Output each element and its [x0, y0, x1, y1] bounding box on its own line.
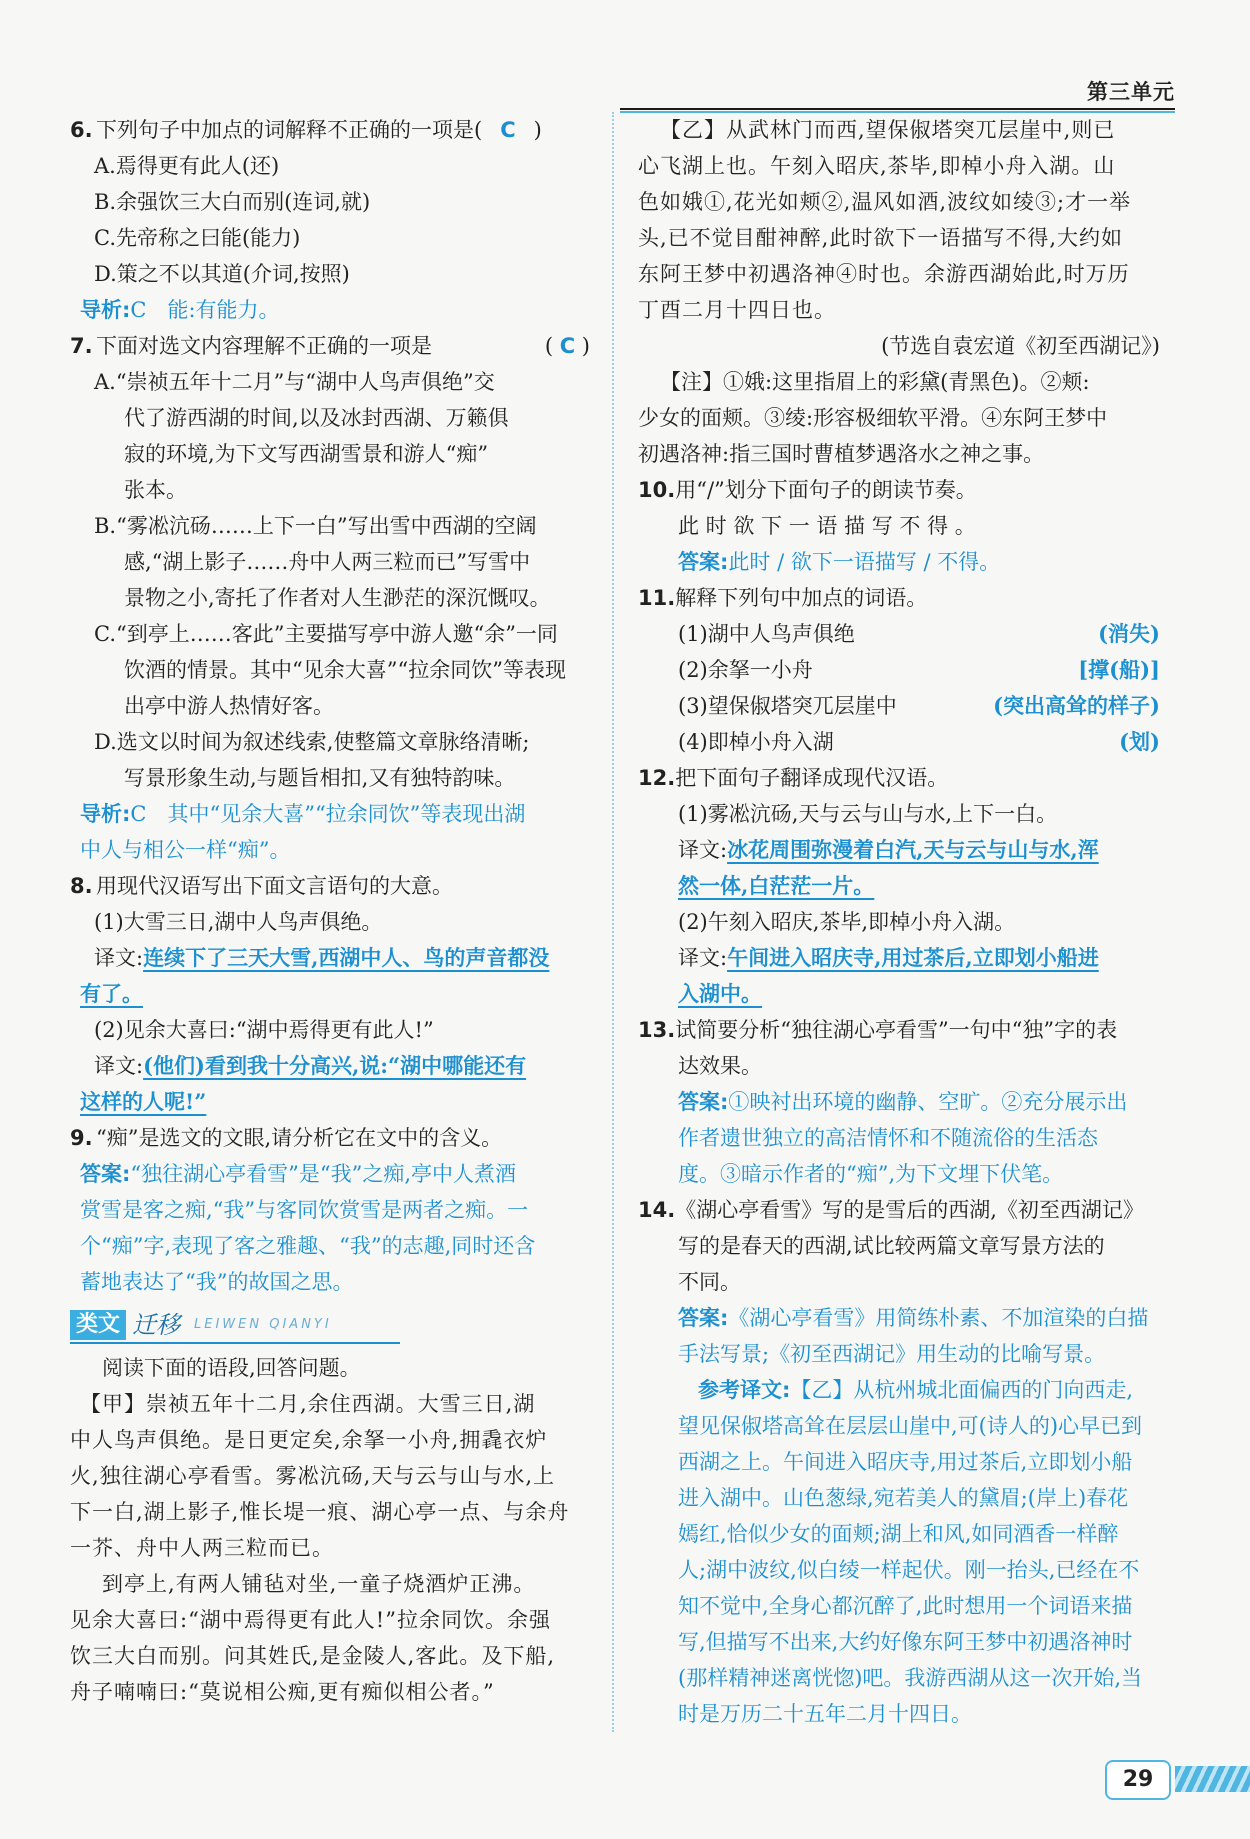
answer-text: ①映衬出环境的幽静、空旷。②充分展示出: [728, 1090, 1128, 1114]
q11-item-text: (1)湖中人鸟声俱绝: [678, 622, 855, 646]
question-13: [638, 1012, 1160, 1192]
passage-line: 头,已不觉目酣神醉,此时欲下一语描写不得,大约如: [638, 226, 1124, 250]
reference-translation: [638, 1372, 1160, 1732]
option-c: C.先帝称之曰能(能力): [94, 226, 301, 250]
answer-label: 答案:: [80, 1162, 131, 1186]
right-column: [638, 112, 1160, 1732]
sentence-2: (2)见余大喜曰:“湖中焉得更有此人!”: [94, 1018, 434, 1042]
note-line: 少女的面颊。③绫:形容极细软平滑。④东阿王梦中: [638, 406, 1108, 430]
question-8: [70, 868, 590, 1120]
reference-label: 参考译文:: [698, 1378, 791, 1402]
option-a-line: 代了游西湖的时间,以及冰封西湖、万籁俱: [124, 406, 509, 430]
answer-text: 赏雪是客之痴,“我”与客同饮赏雪是两者之痴。一: [80, 1198, 529, 1222]
option-c-line: 饮酒的情景。其中“见余大喜”“拉余同饮”等表现: [124, 658, 566, 682]
question-stem: 解释下列句中加点的词语。: [675, 586, 928, 610]
question-number: 12.: [638, 766, 676, 790]
sentence-1: (1)雾凇沆砀,天与云与山与水,上下一白。: [678, 802, 1058, 826]
note-line: 【注】①娥:这里指眉上的彩黛(青黑色)。②颊:: [660, 370, 1090, 394]
question-number: 6.: [70, 118, 93, 142]
answer-text: 此时 / 欲下一语描写 / 不得。: [728, 550, 1001, 574]
question-stem: 写的是春天的西湖,试比较两篇文章写景方法的: [678, 1234, 1105, 1258]
section-tag: 类文: [70, 1310, 126, 1340]
passage-line: 饮三大白而别。问其姓氏,是金陵人,客此。及下船,: [70, 1644, 556, 1668]
question-stem: 达效果。: [678, 1054, 762, 1078]
answer-choice: C: [500, 118, 516, 142]
question-12: [638, 760, 1160, 1012]
question-10: [638, 472, 1160, 580]
answer-text: 度。③暗示作者的“痴”,为下文埋下伏笔。: [678, 1162, 1064, 1186]
section-pinyin: LEIWEN QIANYI: [194, 1317, 332, 1332]
sentence-2: (2)午刻入昭庆,茶毕,即棹小舟入湖。: [678, 910, 1016, 934]
option-a-line: 张本。: [124, 478, 187, 502]
passage-yi: [638, 112, 1160, 328]
note-line: 初遇洛神:指三国时曹植梦遇洛水之神之事。: [638, 442, 1045, 466]
analysis-text: C 其中“见余大喜”“拉余同饮”等表现出湖: [130, 802, 526, 826]
answer-label: 答案:: [678, 1090, 729, 1114]
answer-text: 手法写景;《初至西湖记》用生动的比喻写景。: [678, 1342, 1106, 1366]
question-stem: 《湖心亭看雪》写的是雪后的西湖,《初至西湖记》: [675, 1198, 1144, 1222]
question-stem: 下面对选文内容理解不正确的一项是: [96, 334, 432, 358]
question-number: 11.: [638, 586, 676, 610]
q11-item-text: (3)望保俶塔突兀层崖中: [678, 694, 897, 718]
reference-line: 写,但描写不出来,大约好像东阿王梦中初遇洛神时: [678, 1630, 1133, 1654]
passage-line: 下一白,湖上影子,惟长堤一痕、湖心亭一点、与余舟: [70, 1500, 570, 1524]
answer-text: 作者遗世独立的高洁情怀和不随流俗的生活态: [678, 1126, 1098, 1150]
answer-text: 个“痴”字,表现了客之雅趣、“我”的志趣,同时还含: [80, 1234, 536, 1258]
question-stem: 下列句子中加点的词解释不正确的一项是(: [96, 118, 483, 142]
reference-line: 嫣红,恰似少女的面颊;湖上和风,如同酒香一样醉: [678, 1522, 1119, 1546]
reference-line: 进入湖中。山色葱绿,宛若美人的黛眉;(岸上)春花: [678, 1486, 1129, 1510]
reference-line: 时是万历二十五年二月十四日。: [678, 1702, 972, 1726]
reference-line: 【乙】从杭州城北面偏西的门向西走,: [790, 1378, 1134, 1402]
passage-line: 中人鸟声俱绝。是日更定矣,余拏一小舟,拥毳衣炉: [70, 1428, 548, 1452]
passage-line: 丁酉二月十四日也。: [638, 298, 836, 322]
q11-item: [638, 652, 1160, 688]
question-7: 7. 下面对选文内容理解不正确的一项是 ( C ) A.“崇祯五年十二月”与“湖中人鸟声俱绝”交 代了游西湖的时间,以及冰封西湖、万籁俱 寂的环境,为下文写西湖雪景和游人“痴” 张本。 B.“雾凇沆砀……上下一白”写出雪中西湖的空阔 感,“湖上影子……舟中人两三粒而已”写雪中 景物之小,寄托了作者对人生渺茫的深沉慨叹。 C.“到亭上……客此”主要描写亭中游人邀“余”一同 饮酒的情景。其中“见余大喜”“拉余同饮”等表现 出亭中游人热情好客。 D.选文以时间为叙述线索,使整篇文章脉络清晰; 写景形象生动,与题旨相扣,又有独特韵味。 导析:C 其中“见余大喜”“拉余同饮”等表现出湖 中人与相公一样“痴”。: [70, 328, 590, 868]
translation-text: (他们)看到我十分高兴,说:“湖中哪能还有: [143, 1053, 527, 1078]
page-number-stripes: [1175, 1766, 1250, 1792]
reference-line: 人;湖中波纹,似白绫一样起伏。刚一抬头,已经在不: [678, 1558, 1140, 1582]
q11-item-text: (4)即棹小舟入湖: [678, 730, 834, 754]
question-14: [638, 1192, 1160, 1372]
q11-item: [638, 724, 1160, 760]
translation-label: 译文:: [94, 1054, 144, 1078]
answer-label: 答案:: [678, 550, 729, 574]
option-b-line: 景物之小,寄托了作者对人生渺茫的深沉慨叹。: [124, 586, 551, 610]
analysis-label: 导析:: [80, 298, 131, 322]
passage-line: 舟子喃喃曰:“莫说相公痴,更有痴似相公者。”: [70, 1680, 495, 1704]
sentence-1: (1)大雪三日,湖中人鸟声俱绝。: [94, 910, 383, 934]
translation-label: 译文:: [678, 838, 728, 862]
q11-item: [638, 616, 1160, 652]
q11-item: [638, 688, 1160, 724]
passage-line: 见余大喜曰:“湖中焉得更有此人!”拉余同饮。余强: [70, 1608, 551, 1632]
q11-item-answer: (划): [1119, 729, 1160, 754]
section-banner: [70, 1308, 400, 1344]
question-number: 13.: [638, 1018, 676, 1042]
answer-choice: C: [559, 334, 576, 358]
option-d-line: D.选文以时间为叙述线索,使整篇文章脉络清晰;: [94, 730, 530, 754]
translation-label: 译文:: [94, 946, 144, 970]
translation-text: 这样的人呢!”: [80, 1089, 207, 1114]
reading-intro: 阅读下面的语段,回答问题。: [102, 1356, 361, 1380]
passage-line: 到亭上,有两人铺毡对坐,一童子烧酒炉正沸。: [102, 1572, 536, 1596]
q11-item-answer: (消失): [1098, 621, 1160, 646]
page-number-badge: [1105, 1756, 1250, 1802]
answer-text: 蓄地表达了“我”的故国之思。: [80, 1270, 354, 1294]
option-c-line: C.“到亭上……客此”主要描写亭中游人邀“余”一同: [94, 622, 558, 646]
q11-item-text: (2)余拏一小舟: [678, 658, 813, 682]
unit-header: [620, 72, 1175, 110]
q11-item-answer: [撑(船)]: [1078, 657, 1160, 682]
question-11: [638, 580, 1160, 760]
passage-line: 【乙】从武林门而西,望保俶塔突兀层崖中,则已: [660, 118, 1116, 142]
passage-line: 心飞湖上也。午刻入昭庆,茶毕,即棹小舟入湖。山: [638, 154, 1116, 178]
column-divider: [612, 112, 614, 1732]
question-number: 14.: [638, 1198, 676, 1222]
option-b-line: B.“雾凇沆砀……上下一白”写出雪中西湖的空阔: [94, 514, 537, 538]
passage-line: 东阿王梦中初遇洛神④时也。余游西湖始此,时万历: [638, 262, 1130, 286]
translation-text: 然一体,白茫茫一片。: [678, 873, 875, 898]
question-stem: 试简要分析“独往湖心亭看雪”一句中“独”字的表: [675, 1018, 1118, 1042]
option-a-line: 寂的环境,为下文写西湖雪景和游人“痴”: [124, 442, 489, 466]
option-d-line: 写景形象生动,与题旨相扣,又有独特韵味。: [124, 766, 516, 790]
translation-text: 午间进入昭庆寺,用过茶后,立即划小船进: [727, 945, 1099, 970]
answer-text: 《湖心亭看雪》用简练朴素、不加渲染的白描: [728, 1306, 1149, 1330]
analysis-text: C 能:有能力。: [130, 298, 280, 322]
analysis-label: 导析:: [80, 802, 131, 826]
page-number: 29: [1105, 1760, 1171, 1800]
reference-line: 望见保俶塔高耸在层层山崖中,可(诗人的)心早已到: [678, 1414, 1143, 1438]
passage-line: 色如娥①,花光如颊②,温风如酒,波纹如绫③;才一举: [638, 190, 1132, 214]
passage-line: 一芥、舟中人两三粒而已。: [70, 1536, 334, 1560]
question-stem: “痴”是选文的文眼,请分析它在文中的含义。: [96, 1126, 503, 1150]
option-c-line: 出亭中游人热情好客。: [124, 694, 334, 718]
option-a: A.焉得更有此人(还): [94, 154, 280, 178]
option-d: D.策之不以其道(介词,按照): [94, 262, 350, 286]
question-stem: 不同。: [678, 1270, 741, 1294]
left-column: [70, 112, 590, 1710]
question-6: [70, 112, 590, 328]
unit-label: 第三单元: [1087, 80, 1175, 104]
answer-label: 答案:: [678, 1306, 729, 1330]
translation-text: 冰花周围弥漫着白汽,天与云与山与水,浑: [727, 837, 1099, 862]
question-stem: 用现代汉语写出下面文言语句的大意。: [96, 874, 453, 898]
section-title: 迁移: [132, 1311, 181, 1339]
passage-jia: [70, 1386, 590, 1710]
question-stem: 用“/”划分下面句子的朗读节奏。: [675, 478, 977, 502]
paren-close: ): [533, 118, 542, 142]
reference-line: 西湖之上。午间进入昭庆寺,用过茶后,立即划小船: [678, 1450, 1133, 1474]
option-b: B.余强饮三大白而别(连词,就): [94, 190, 371, 214]
translation-text: 入湖中。: [678, 981, 762, 1006]
question-number: 10.: [638, 478, 676, 502]
question-stem: 把下面句子翻译成现代汉语。: [675, 766, 949, 790]
q11-item-answer: (突出高耸的样子): [993, 693, 1160, 718]
passage-line: 火,独往湖心亭看雪。雾凇沆砀,天与云与山与水,上: [70, 1464, 556, 1488]
question-number: 8.: [70, 874, 93, 898]
translation-text: 有了。: [80, 981, 143, 1006]
passage-line: 【甲】崇祯五年十二月,余住西湖。大雪三日,湖: [80, 1392, 536, 1416]
translation-label: 译文:: [678, 946, 728, 970]
question-number: 7.: [70, 334, 93, 358]
answer-text: “独往湖心亭看雪”是“我”之痴,亭中人煮酒: [130, 1162, 517, 1186]
question-9: [70, 1120, 590, 1300]
analysis-text: 中人与相公一样“痴”。: [80, 838, 291, 862]
question-number: 9.: [70, 1126, 93, 1150]
option-b-line: 感,“湖上影子……舟中人两三粒而已”写雪中: [124, 550, 531, 574]
reference-line: 知不觉中,全身心都沉醉了,此时想用一个词语来描: [678, 1594, 1133, 1618]
translation-text: 连续下了三天大雪,西湖中人、鸟的声音都没: [143, 945, 550, 970]
reference-line: (那样精神迷离恍惚)吧。我游西湖从这一次开始,当: [678, 1666, 1143, 1690]
passage-source: (节选自袁宏道《初至西湖记》): [881, 334, 1160, 358]
option-a-line: A.“崇祯五年十二月”与“湖中人鸟声俱绝”交: [94, 370, 495, 394]
q10-sentence: 此 时 欲 下 一 语 描 写 不 得 。: [678, 514, 976, 538]
